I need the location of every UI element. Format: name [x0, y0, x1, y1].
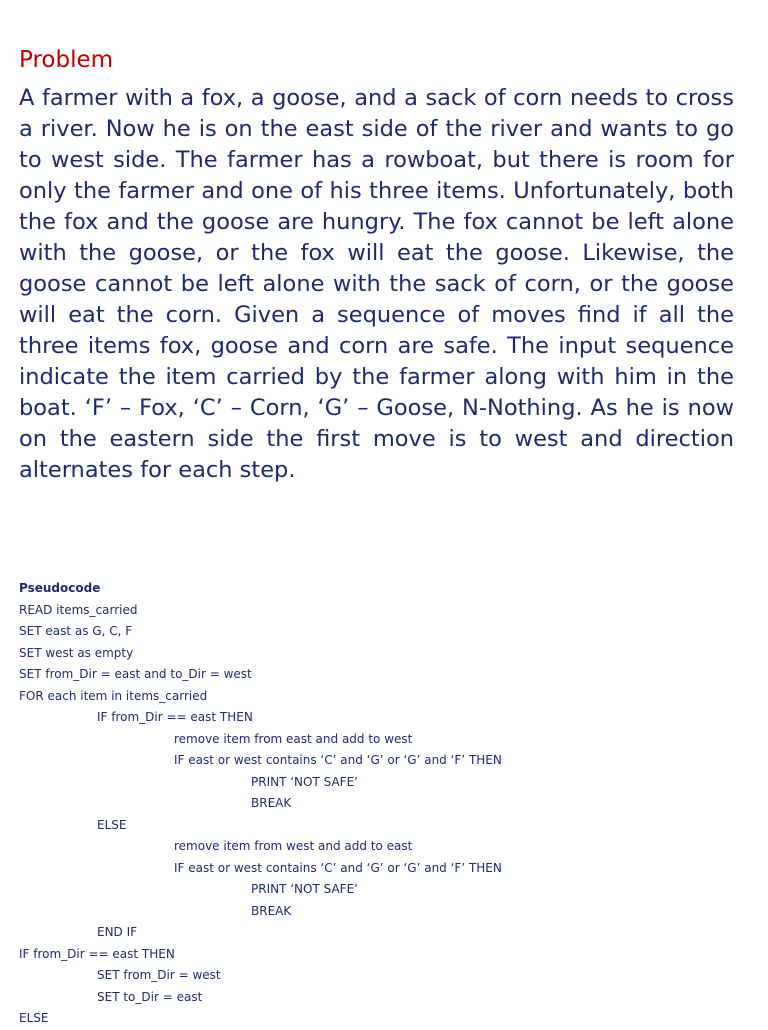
pseudocode-line: remove item from east and add to west [174, 731, 413, 746]
pseudocode-line: SET from_Dir = west [97, 968, 221, 982]
pseudocode-line: PRINT ‘NOT SAFE’ [251, 882, 358, 896]
problem-statement: A farmer with a fox, a goose, and a sack of corn needs to cross a river. Now he is on the east side of the river and wants to go to west side. The farmer has a rowboat, but there is room for only the farmer and one of his three items. Unfortunately, both the fox and the goose are hungry. The fox cannot be left alone with the goose, or the fox will eat the goose. Likewise, the goose cannot be left alone with the sack of corn, or the goose will eat the corn. Given a sequence of moves find if all the three items fox, goose and corn are safe. The input sequence indicate the item carried by the farmer along with him in the boat. ‘F’ – Fox, ‘C’ – Corn, ‘G’ – Goose, N-Nothing. As he is now on the eastern side the first move is to west and direction alternates for each step. [19, 85, 734, 483]
pseudocode-line: READ items_carried [19, 602, 138, 617]
pseudocode-line: SET west as empty [19, 645, 134, 660]
pseudocode-line: remove item from west and add to east [174, 839, 413, 853]
pseudocode-line: PRINT ‘NOT SAFE’ [251, 774, 358, 789]
pseudocode-line: IF from_Dir == east THEN [19, 946, 175, 961]
problem-heading: Problem [19, 47, 114, 73]
pseudocode-line: SET east as G, C, F [19, 624, 133, 638]
pseudocode-line: SET to_Dir = east [97, 989, 203, 1004]
pseudocode-line: IF from_Dir == east THEN [97, 710, 253, 724]
pseudocode-line: IF east or west contains ‘C’ and ‘G’ or ‘G’ and ‘F’ THEN [174, 860, 502, 875]
pseudocode-line: SET from_Dir = east and to_Dir = west [19, 667, 252, 681]
pseudocode-line: END IF [97, 925, 138, 939]
pseudocode-line: ELSE [97, 817, 127, 832]
pseudocode-title: Pseudocode [19, 581, 101, 595]
pseudocode-line: IF east or west contains ‘C’ and ‘G’ or ‘G’ and ‘F’ THEN [174, 753, 502, 767]
pseudocode-line: BREAK [251, 903, 292, 918]
pseudocode-line: BREAK [251, 796, 292, 810]
pseudocode-block [19, 578, 502, 1030]
pseudocode-line: ELSE [19, 1011, 49, 1025]
pseudocode-line: FOR each item in items_carried [19, 688, 208, 703]
